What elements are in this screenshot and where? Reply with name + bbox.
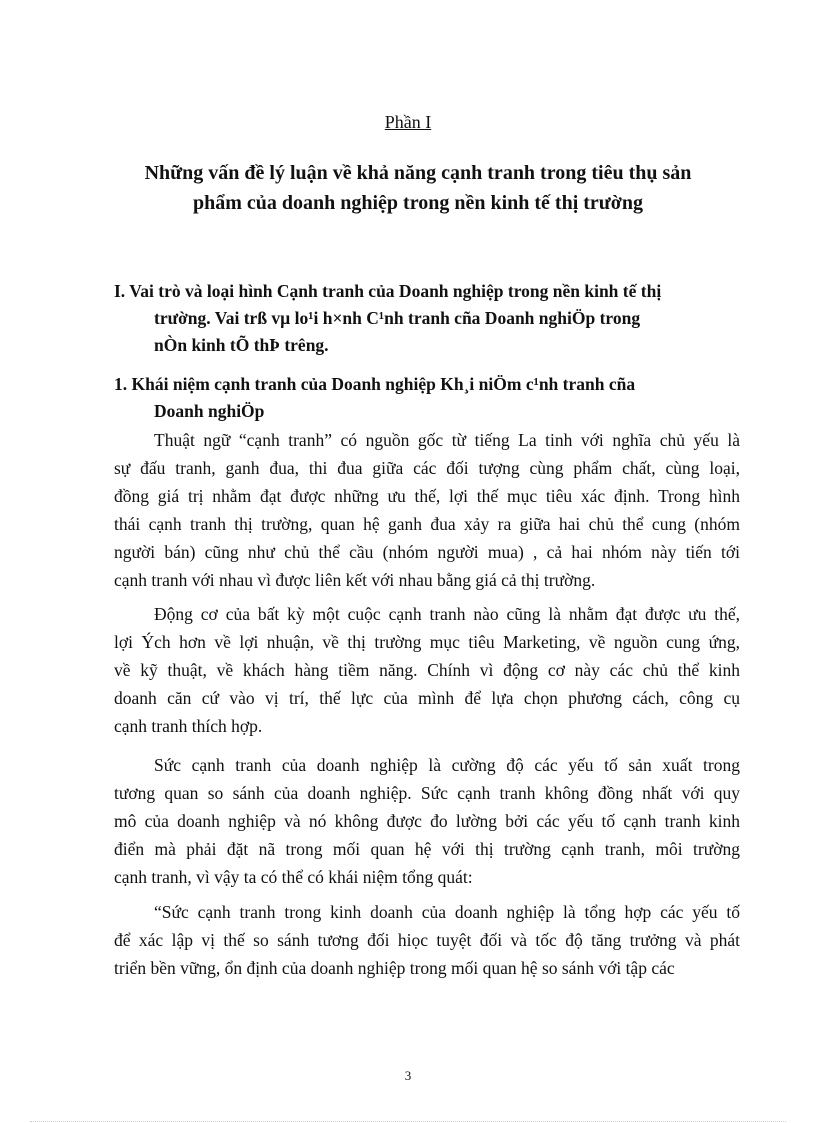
bottom-divider [30,1121,786,1122]
main-title-line: Những vấn đề lý luận về khả năng cạnh tranh trong tiêu thụ sản [144,162,692,184]
paragraph-definition [114,898,740,982]
paragraph-line: mô của doanh nghiệp và nó không được đo lường bởi các yếu tố cạnh tranh kinh [114,811,740,831]
paragraph-line: triển bền vững, ổn định của doanh nghiệp trong mối quan hệ so sánh với tập các [114,958,675,978]
paragraph-line: điển mà phải đặt nã trong mối quan hệ với thị trường cạnh tranh, môi trường [114,839,740,859]
part-label: Phần I [384,112,432,132]
paragraph-line: người bán) cũng như chủ thể cầu (nhóm người mua) , cả hai nhóm này tiến tới [114,542,740,562]
section-heading [114,278,740,359]
paragraph-line: tương quan so sánh của doanh nghiệp. Sức cạnh tranh không đồng nhất với quy [114,783,740,803]
section-heading-line: nÒn kinh tÕ thÞ trêng. [154,335,329,355]
paragraph-line: cạnh tranh thích hợp. [114,716,263,736]
paragraph-line: cạnh tranh với nhau vì được liên kết với nhau bằng giá cả thị trường. [114,570,596,590]
section-heading-line: trường. Vai trß vµ lo¹i h×nh C¹nh tranh cña Doanh nghiÖp trong [154,308,641,328]
paragraph-competitiveness [114,751,740,891]
paragraph-line: lợi Ých hơn về lợi nhuận, về thị trường mục tiêu Marketing, về nguồn cung ứng, [114,632,740,652]
paragraph-line: sự đấu tranh, ganh đua, thi đua giữa các đối tượng cùng phẩm chất, cùng loại, [114,458,740,478]
paragraph-line: Thuật ngữ “cạnh tranh” có nguồn gốc từ tiếng La tinh với nghĩa chủ yếu là [154,430,740,450]
paragraph-line: Sức cạnh tranh của doanh nghiệp là cường độ các yếu tố sản xuất trong [154,755,740,775]
paragraph-origin [114,426,740,594]
paragraph-line: cạnh tranh, vì vậy ta có thể có khái niệm tổng quát: [114,867,473,887]
main-title-line: phẩm của doanh nghiệp trong nền kinh tế thị trường [192,192,644,214]
paragraph-line: Động cơ của bất kỳ một cuộc cạnh tranh nào cũng là nhằm đạt được ưu thế, [154,604,740,624]
paragraph-line: để xác lập vị thế so sánh tương đối hiọc tuyệt đối và tốc độ tăng trưởng và phát [114,930,740,950]
paragraph-line: đồng giá trị nhằm đạt được những ưu thế, lợi thế mục tiêu xác định. Trong hình [114,486,740,506]
paragraph-motive [114,600,740,740]
paragraph-line: về kỹ thuật, về khách hàng tiềm năng. Chính vì động cơ này các chủ thể kinh [114,660,740,680]
paragraph-line: “Sức cạnh tranh trong kinh doanh của doanh nghiệp là tổng hợp các yếu tố [154,902,740,922]
subsection-heading-line: Doanh nghiÖp [154,401,265,421]
paragraph-line: thái cạnh tranh thị trường, quan hệ ganh đua xảy ra giữa hai chủ thể cung (nhóm [114,514,740,534]
section-heading-line: I. Vai trò và loại hình Cạnh tranh của Doanh nghiệp trong nền kinh tế thị [114,281,662,301]
subsection-heading-line: 1. Khái niệm cạnh tranh của Doanh nghiệp Kh¸i niÖm c¹nh tranh cña [114,374,636,394]
subsection-heading [114,371,740,425]
paragraph-line: doanh căn cứ vào vị trí, thế lực của mình để lựa chọn phương cách, công cụ [114,688,740,708]
page-number: 3 [404,1068,412,1083]
main-title [110,158,726,218]
